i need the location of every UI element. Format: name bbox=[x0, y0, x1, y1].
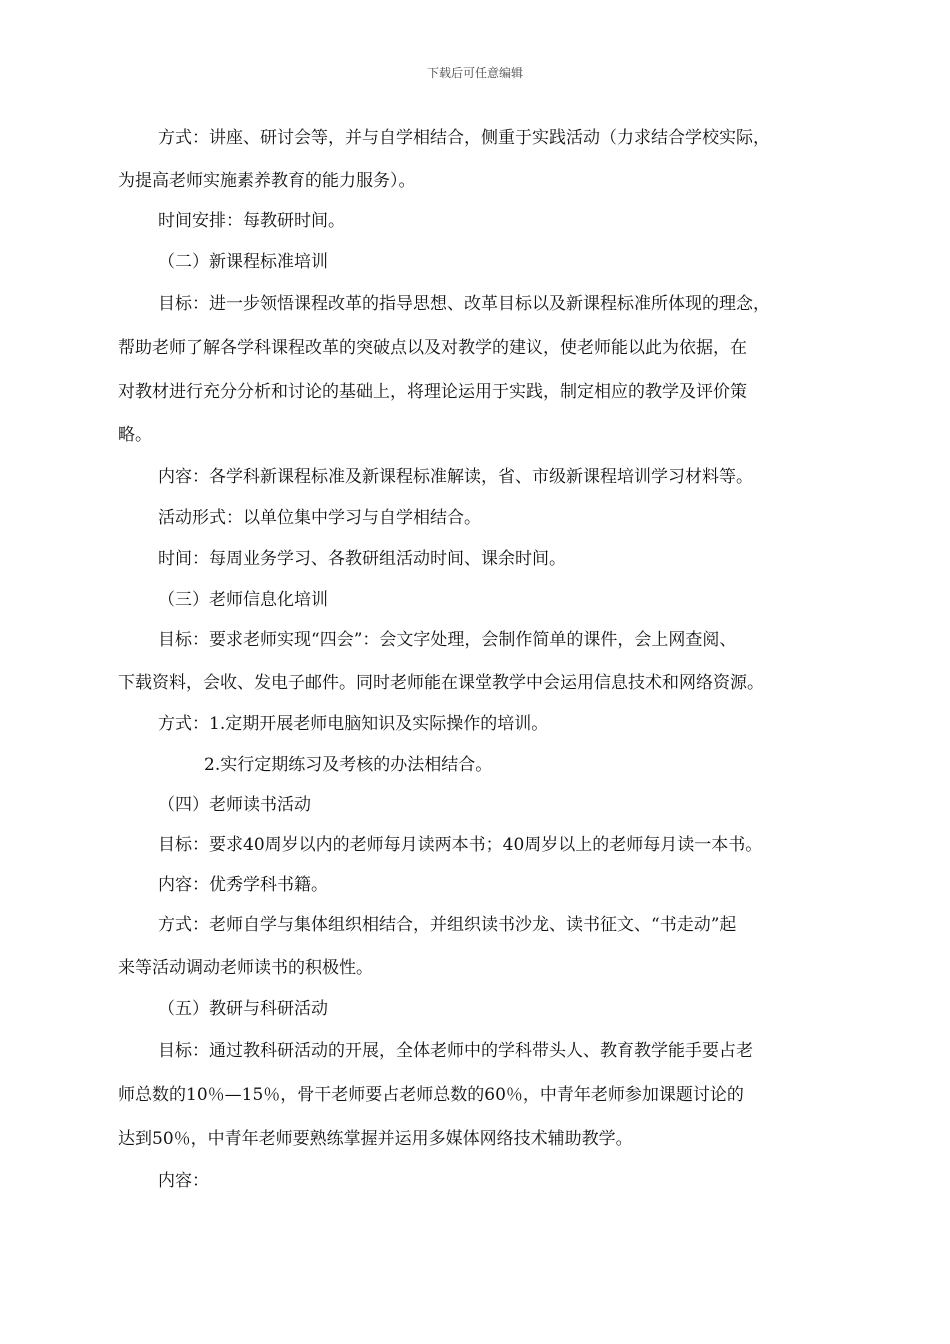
paragraph-line: 目标：通过教科研活动的开展，全体老师中的学科带头人、教育教学能手要占老 bbox=[158, 1041, 753, 1061]
paragraph-line: 来等活动调动老师读书的积极性。 bbox=[118, 958, 373, 978]
paragraph-line: 内容：各学科新课程标准及新课程标准解读，省、市级新课程培训学习材料等。 bbox=[158, 467, 753, 487]
paragraph-line: 活动形式：以单位集中学习与自学相结合。 bbox=[158, 508, 481, 528]
paragraph-line: 达到50％，中青年老师要熟练掌握并运用多媒体网络技术辅助教学。 bbox=[118, 1129, 633, 1149]
section-heading: （五）教研与科研活动 bbox=[158, 999, 328, 1019]
paragraph-line: 方式：老师自学与集体组织相结合，并组织读书沙龙、读书征文、“书走动”起 bbox=[158, 915, 737, 935]
paragraph-line: 为提高老师实施素养教育的能力服务）。 bbox=[118, 171, 416, 191]
section-heading: （三）老师信息化培训 bbox=[158, 590, 328, 610]
section-heading: （二）新课程标准培训 bbox=[158, 252, 328, 272]
section-heading: （四）老师读书活动 bbox=[158, 795, 311, 815]
paragraph-line: 略。 bbox=[118, 425, 152, 445]
paragraph-line: 帮助老师了解各学科课程改革的突破点以及对教学的建议，使老师能以此为依据，在 bbox=[118, 338, 747, 358]
paragraph-line: 时间：每周业务学习、各教研组活动时间、课余时间。 bbox=[158, 549, 566, 569]
paragraph-line: 对教材进行充分分析和讨论的基础上，将理论运用于实践，制定相应的教学及评价策 bbox=[118, 382, 747, 402]
paragraph-line: 师总数的10％—15％，骨干老师要占老师总数的60％，中青年老师参加课题讨论的 bbox=[118, 1085, 744, 1105]
paragraph-line: 目标：要求老师实现“四会”：会文字处理，会制作简单的课件，会上网查阅、 bbox=[158, 630, 737, 650]
paragraph-line: 时间安排：每教研时间。 bbox=[158, 211, 345, 231]
paragraph-line: 方式：讲座、研讨会等，并与自学相结合，侧重于实践活动（力求结合学校实际， bbox=[158, 128, 770, 148]
paragraph-line: 内容： bbox=[158, 1171, 209, 1191]
paragraph-line: 下载资料，会收、发电子邮件。同时老师能在课堂教学中会运用信息技术和网络资源。 bbox=[118, 673, 764, 693]
paragraph-line: 方式：1.定期开展老师电脑知识及实际操作的培训。 bbox=[158, 714, 549, 734]
paragraph-line: 2.实行定期练习及考核的办法相结合。 bbox=[204, 755, 493, 775]
paragraph-line: 目标：进一步领悟课程改革的指导思想、改革目标以及新课程标准所体现的理念， bbox=[158, 294, 770, 314]
paragraph-line: 内容：优秀学科书籍。 bbox=[158, 875, 328, 895]
paragraph-line: 目标：要求40周岁以内的老师每月读两本书；40周岁以上的老师每月读一本书。 bbox=[158, 835, 763, 855]
page-header: 下载后可任意编辑 bbox=[426, 66, 523, 80]
